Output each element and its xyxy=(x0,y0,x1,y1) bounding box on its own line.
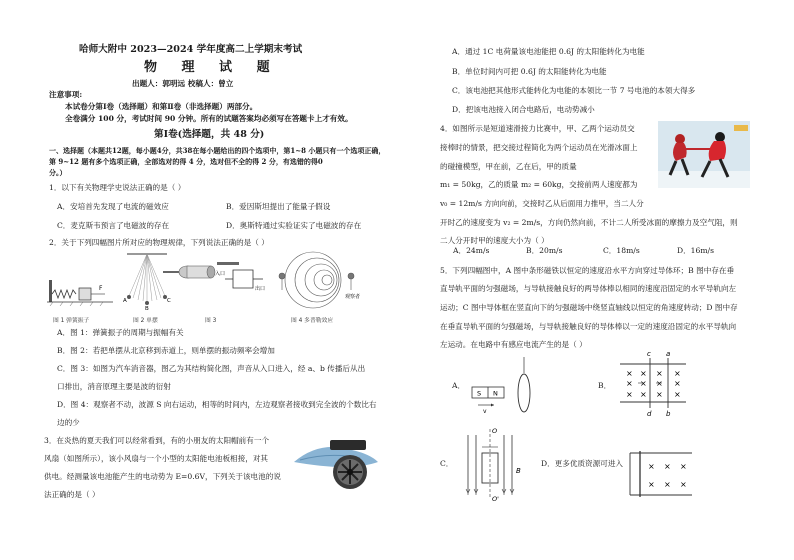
magnet-s-label: S xyxy=(477,389,482,398)
velocity-label-a: v xyxy=(483,408,487,415)
field-cross-mark: × xyxy=(664,480,671,489)
label-a: A xyxy=(123,298,127,304)
q5-line-5: 左运动。在电路中有感应电流产生的是（ ） xyxy=(440,340,587,349)
part1-intro-1: 一、选择题（本题共12题，每小题4分，共38在每小题给出的四个选项中，第1~8 小题只有一个选项正确， xyxy=(49,146,386,155)
field-cross-mark: × xyxy=(648,462,655,471)
notes-heading: 注意事项: xyxy=(49,90,83,99)
q4-option-a: A．24m/s xyxy=(453,246,490,255)
notes-line-2: 全卷满分 100 分，考试时间 90 分钟。所有的试题答案均必须写在答题卡上才有效。 xyxy=(65,114,353,123)
q5-line-1: 5．下列四幅图中，A 图中条形磁铁以恒定的速度沿水平方向穿过导体环；B 图中存在垂 xyxy=(440,266,735,275)
label-f: F xyxy=(99,285,103,292)
q5-line-2: 直导轨平面的匀强磁场，与导轨接触良好的两导体棒以相同的速度沿固定的水平导轨向左 xyxy=(440,284,737,293)
spring-oscillator-figure xyxy=(47,280,113,306)
q5-diagram-c xyxy=(458,425,538,503)
q2-figures xyxy=(45,250,415,325)
part1-intro-2: 第 9~12 题有多个选项正确，全部选对的得 4 分，选对但不全的得 2 分，有选错的得0 xyxy=(49,157,323,166)
field-cross-mark: × xyxy=(648,480,655,489)
q5-line-4: 在垂直导轨平面的匀强磁场，与导轨接触良好的导体棒以一定的速度沿固定的水平导轨向 xyxy=(440,322,737,331)
q4-line-1: 4．如图所示是短道速滑接力比赛中，甲、乙两个运动员交 xyxy=(440,124,635,133)
field-cross-mark: × xyxy=(674,369,681,378)
label-observer: 观察者 xyxy=(345,294,361,300)
q5-label-d: D．更多优质资源可进入 xyxy=(541,459,624,468)
q1-option-a: A．安培首先发现了电流的磁效应 xyxy=(57,202,169,211)
part1-intro-3: 分。） xyxy=(49,168,67,177)
q4-line-3: 的碰撞模型，甲在前，乙在后，甲的质量 xyxy=(440,162,577,171)
field-cross-mark: × xyxy=(680,480,687,489)
field-cross-mark: × xyxy=(680,462,687,471)
q3-option-b: B．单位时间内可把 0.6J 的太阳能转化为电能 xyxy=(452,67,607,76)
q3-option-c: C．该电池把其他形式能转化为电能的本领比一节 7 号电池的本领大得多 xyxy=(452,86,696,95)
q4-line-4: m₁ = 50kg，乙的质量 m₂ = 60kg，交接前两人速度都为 xyxy=(440,180,638,189)
speed-skaters-photo xyxy=(658,121,750,188)
q2-stem: 2．关于下列四幅图片所对应的物理规律，下列说法正确的是（ ） xyxy=(49,238,269,247)
q5-line-3: 运动；C 图中导体框在竖直向下的匀强磁场中绕竖直轴线以恒定的角速度转动；D 图中存 xyxy=(440,303,738,312)
q5-label-a: A． xyxy=(452,381,466,390)
field-cross-mark: × xyxy=(656,379,663,388)
notes-line-1: 本试卷分第Ⅰ卷（选择题）和第Ⅱ卷（非选择题）两部分。 xyxy=(65,102,258,111)
q2-option-d-line1: D．图 4：观察者不动，波源 S 向右运动，相等的时间内，左边观察者接收到完全波的个数比右 xyxy=(57,400,377,409)
q5-label-b: B． xyxy=(598,381,612,390)
q2-option-d-line2: 边的少 xyxy=(57,418,80,427)
q4-option-c: C．18m/s xyxy=(603,246,640,255)
field-cross-mark: × xyxy=(626,379,633,388)
field-cross-mark: × xyxy=(626,369,633,378)
q1-option-c: C．麦克斯韦预言了电磁波的存在 xyxy=(57,221,170,230)
q4-line-5: v₀ = 12m/s 方向向前，交接时乙从后面用力推甲，当二人分 xyxy=(440,199,644,208)
q4-line-7: 二人分开时甲的速度大小为（ ） xyxy=(440,236,549,245)
fig1-caption: 图 1 弹簧振子 xyxy=(53,318,90,324)
q1-option-b: B．爱因斯坦提出了能量子假设 xyxy=(226,202,331,211)
q3-option-a: A．通过 1C 电荷量该电池能把 0.6J 的太阳能转化为电能 xyxy=(452,47,645,56)
label-a-top: a xyxy=(666,350,671,358)
fig2-caption: 图 2 单摆 xyxy=(133,318,158,324)
q4-option-d: D．16m/s xyxy=(677,246,715,255)
exam-title: 哈师大附中 2023—2024 学年度高二上学期末考试 xyxy=(79,44,303,55)
doppler-figure xyxy=(279,252,354,308)
field-cross-mark: × xyxy=(656,390,663,399)
axis-o-bottom: O' xyxy=(492,495,499,503)
fig3-caption: 图 3 xyxy=(205,318,217,324)
field-cross-mark: × xyxy=(640,379,647,388)
field-cross-mark: × xyxy=(674,390,681,399)
q1-option-d: D．奥斯特通过实验证实了电磁波的存在 xyxy=(226,221,362,230)
q5-diagram-d xyxy=(628,449,694,499)
field-b-label: B xyxy=(516,467,521,475)
sun-hat-fan-photo xyxy=(290,432,382,494)
subject-title: 物 理 试 题 xyxy=(144,60,280,75)
q5-diagram-a xyxy=(470,355,540,417)
field-cross-mark: × xyxy=(664,462,671,471)
fig4-caption: 图 4 多普勒效应 xyxy=(291,318,334,324)
field-cross-mark: × xyxy=(640,390,647,399)
label-d-bottom: d xyxy=(647,410,652,418)
q5-diagram-b xyxy=(616,350,690,420)
label-inlet: 入口 xyxy=(215,271,226,277)
q4-line-2: 接棒时的情景，把交接过程简化为两个运动员在光滑冰面上 xyxy=(440,143,638,152)
q3-option-d: D．把该电池接入闭合电路后，电动势减小 xyxy=(452,105,595,114)
pendulum-figure xyxy=(123,254,171,312)
q1-stem: 1．以下有关物理学史说法正确的是（ ） xyxy=(49,183,186,192)
q2-option-c-line2: 口排出，消音原理主要是波的衍射 xyxy=(57,382,171,391)
q2-option-a: A．图 1：弹簧振子的周期与振幅有关 xyxy=(57,328,184,337)
field-cross-mark: × xyxy=(640,369,647,378)
label-b: B xyxy=(145,306,149,312)
q4-option-b: B．20m/s xyxy=(526,246,563,255)
field-cross-mark: × xyxy=(674,379,681,388)
q3-line-4: 法正确的是（ ） xyxy=(44,490,100,499)
label-c: C xyxy=(167,298,171,304)
q5-label-c: C． xyxy=(440,459,454,468)
q4-line-6: 开时乙的速度变为 v₂ = 2m/s，方向仍然向前，不计二人所受冰面的摩擦力及空气阻，则 xyxy=(440,218,738,227)
magnet-n-label: N xyxy=(493,389,498,398)
field-cross-mark: × xyxy=(626,390,633,399)
label-b-bottom: b xyxy=(666,410,671,418)
label-exit: 出口 xyxy=(255,286,266,292)
label-c-top: c xyxy=(647,350,651,358)
q2-option-c-line1: C．图 3：如图为汽车消音器，图乙为其结构简化图，声音从入口进入，经 a、b 传播后从出 xyxy=(57,364,366,373)
part1-heading: 第Ⅰ卷(选择题，共 48 分) xyxy=(154,129,265,140)
muffler-figure xyxy=(163,262,265,292)
q3-line-3: 供电。经测量该电池能产生的电动势为 E=0.6V，下列关于该电池的说 xyxy=(44,472,281,481)
axis-o-top: O xyxy=(492,427,498,435)
q3-line-1: 3．在炎热的夏天我们可以经常看到，有的小朋友的太阳帽前有一个 xyxy=(44,436,270,445)
q2-option-b: B．图 2：若把单摆从北京移到赤道上，则单摆的振动频率会增加 xyxy=(57,346,275,355)
field-cross-mark: × xyxy=(656,369,663,378)
q3-line-2: 风扇（如图所示），该小风扇与一个小型的太阳能电池板相接，对其 xyxy=(44,454,269,463)
authors-line: 出题人：郭明远 校稿人：曾立 xyxy=(132,79,234,88)
